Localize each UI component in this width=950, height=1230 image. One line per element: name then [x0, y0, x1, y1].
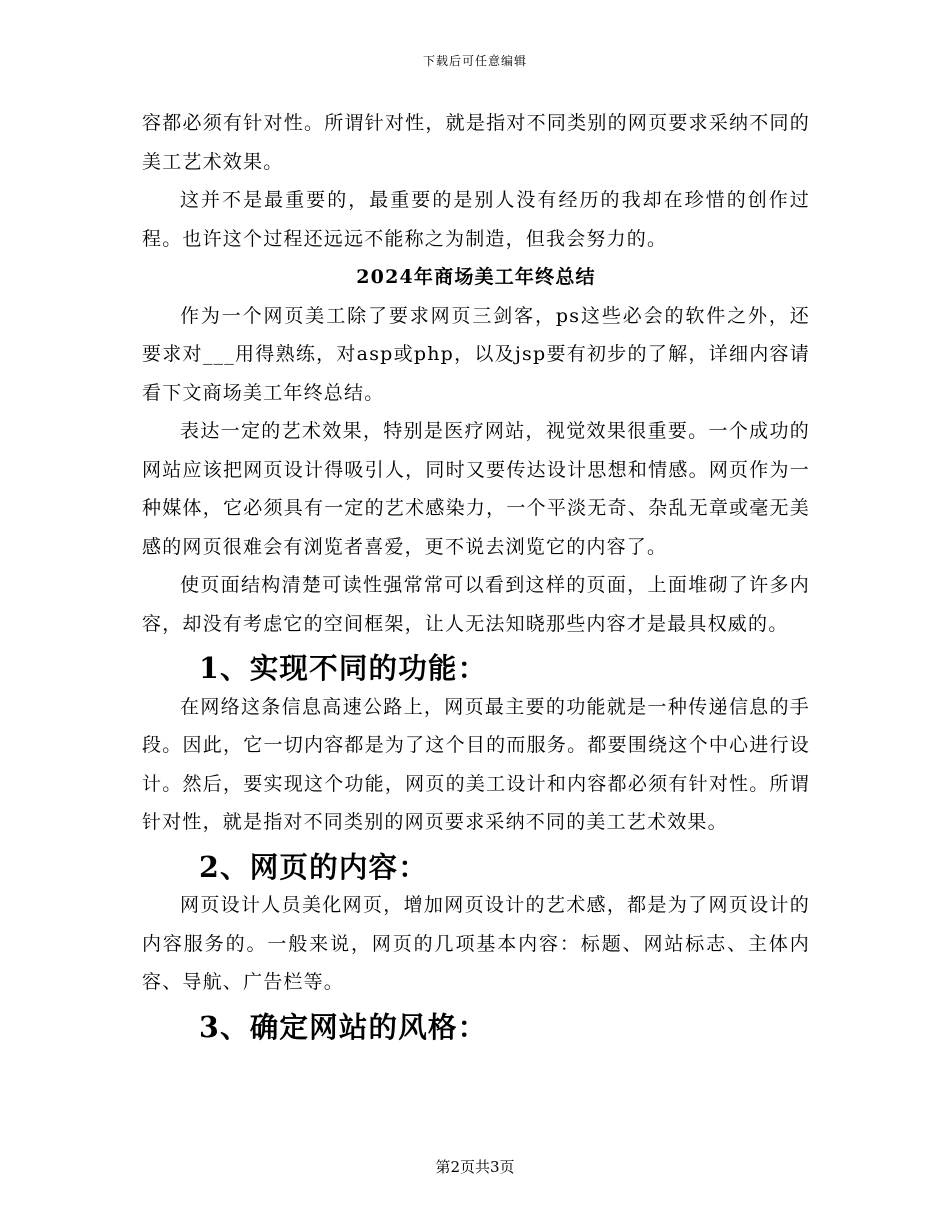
paragraph: 使页面结构清楚可读性强常常可以看到这样的页面，上面堆砌了许多内容，却没有考虑它的空间框架，让人无法知晓那些内容才是最具权威的。 [142, 574, 810, 635]
section-heading: 3、确定网站的风格： [199, 1009, 488, 1044]
page-header: 下载后可任意编辑 [422, 54, 527, 68]
paragraph: 网页设计人员美化网页，增加网页设计的艺术感，都是为了网页设计的内容服务的。一般来说，网页的几项基本内容：标题、网站标志、主体内容、导航、广告栏等。 [142, 894, 810, 993]
paragraph-continued: 容都必须有针对性。所谓针对性，就是指对不同类别的网页要求采纳不同的美工艺术效果。 [142, 112, 810, 173]
paragraph: 这并不是最重要的，最重要的是别人没有经历的我却在珍惜的创作过程。也许这个过程还远远不能称之为制造，但我会努力的。 [142, 189, 810, 250]
section-heading: 2、网页的内容： [199, 849, 428, 884]
paragraph: 表达一定的艺术效果，特别是医疗网站，视觉效果很重要。一个成功的网站应该把网页设计得吸引人，同时又要传达设计思想和情感。网页作为一种媒体，它必须具有一定的艺术感染力，一个平淡无奇、杂乱无章或毫无美感的网页很难会有浏览者喜爱，更不说去浏览它的内容了。 [142, 420, 810, 558]
paragraph: 作为一个网页美工除了要求网页三剑客，ps这些必会的软件之外，还要求对___用得熟练，对asp或php，以及jsp要有初步的了解，详细内容请看下文商场美工年终总结。 [142, 304, 810, 404]
section-heading: 1、实现不同的功能： [199, 651, 488, 685]
paragraph: 在网络这条信息高速公路上，网页最主要的功能就是一种传递信息的手段。因此，它一切内容都是为了这个目的而服务。都要围绕这个中心进行设计。然后，要实现这个功能，网页的美工设计和内容都必须有针对性。所谓针对性，就是指对不同类别的网页要求采纳不同的美工艺术效果。 [142, 695, 810, 833]
page-footer: 第2页共3页 [435, 1158, 515, 1176]
document-body [142, 104, 810, 1046]
document-title: 2024年商场美工年终总结 [356, 266, 596, 288]
